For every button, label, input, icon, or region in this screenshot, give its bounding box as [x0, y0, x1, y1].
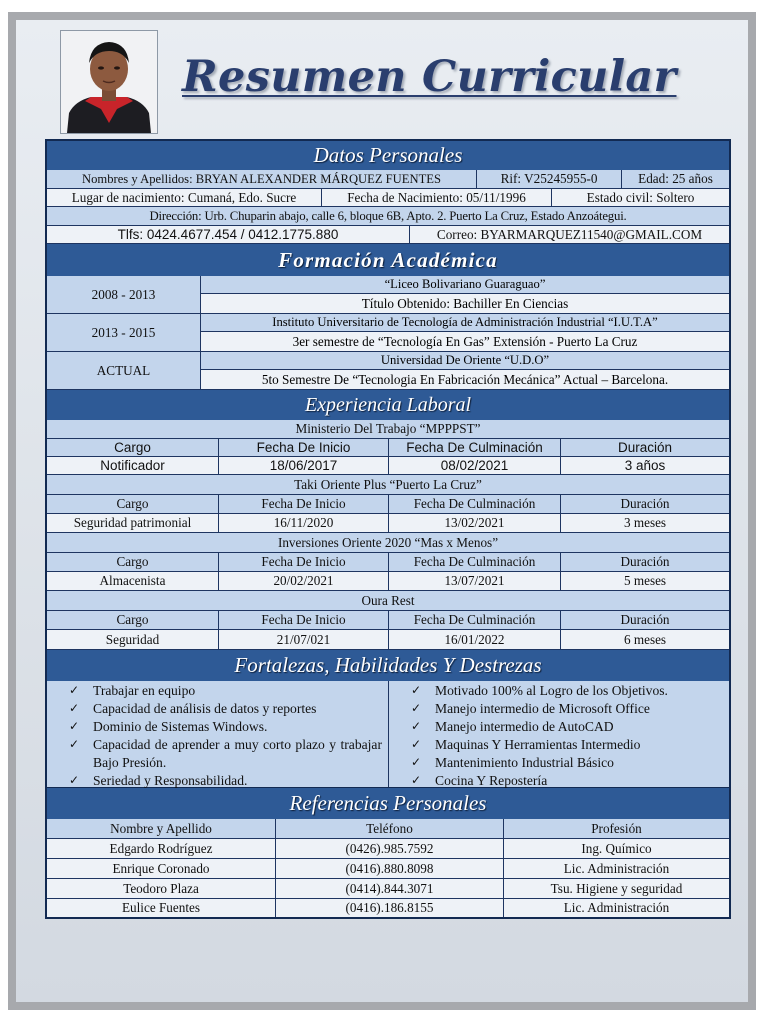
resume-body — [45, 139, 731, 919]
skill-item: ✓ Motivado 100% al Logro de los Objetivos. — [411, 682, 723, 700]
education-period: ACTUAL — [47, 352, 201, 390]
job-inicio: 16/11/2020 — [219, 514, 389, 533]
job-company-row — [47, 533, 729, 553]
skill-item: ✓ Capacidad de aprender a muy corto plazo y trabajar Bajo Presión. — [69, 736, 382, 772]
reference-row — [47, 899, 729, 917]
reference-profession: Tsu. Higiene y seguridad — [504, 879, 729, 899]
reference-phone: (0414).844.3071 — [276, 879, 504, 899]
job-data-row — [47, 630, 729, 650]
job-fin: 13/02/2021 — [389, 514, 561, 533]
job-cargo: Almacenista — [47, 572, 219, 591]
education-detail — [201, 276, 729, 314]
personal-row-2 — [47, 189, 729, 207]
section-header-education: Formación Académica — [47, 244, 729, 277]
skills-right-column — [389, 681, 729, 787]
personal-email: Correo: BYARMARQUEZ11540@GMAIL.COM — [410, 226, 729, 244]
skill-item: ✓ Maquinas Y Herramientas Intermedio — [411, 736, 723, 754]
job-inicio: 20/02/2021 — [219, 572, 389, 591]
job-header-fin: Fecha De Culminación — [389, 553, 561, 572]
education-row — [47, 314, 729, 352]
section-header-references: Referencias Personales — [47, 788, 729, 820]
education-detail — [201, 352, 729, 390]
job-inicio: 21/07/021 — [219, 630, 389, 650]
job-header-inicio: Fecha De Inicio — [219, 439, 389, 457]
job-header-row — [47, 439, 729, 457]
job-data-row — [47, 572, 729, 591]
job-fin: 13/07/2021 — [389, 572, 561, 591]
job-header-cargo: Cargo — [47, 495, 219, 514]
skill-item: ✓ Manejo intermedio de AutoCAD — [411, 718, 723, 736]
reference-row — [47, 859, 729, 879]
job-header-duracion: Duración — [561, 553, 729, 572]
reference-profession: Lic. Administración — [504, 899, 729, 917]
job-header-cargo: Cargo — [47, 553, 219, 572]
personal-birthdate: Fecha de Nacimiento: 05/11/1996 — [322, 189, 552, 207]
skills-table — [47, 681, 729, 788]
reference-phone: (0416).880.8098 — [276, 859, 504, 879]
skill-item: ✓ Trabajar en equipo — [69, 682, 382, 700]
personal-row-4 — [47, 226, 729, 244]
job-company: Taki Oriente Plus “Puerto La Cruz” — [47, 475, 729, 495]
reference-row — [47, 839, 729, 859]
reference-profession: Ing. Químico — [504, 839, 729, 859]
education-institution: “Liceo Bolivariano Guaraguao” — [201, 276, 729, 294]
job-header-cargo: Cargo — [47, 611, 219, 630]
job-company-row — [47, 475, 729, 495]
job-header-fin: Fecha De Culminación — [389, 611, 561, 630]
education-institution: Universidad De Oriente “U.D.O” — [201, 352, 729, 370]
education-degree: 5to Semestre De “Tecnologia En Fabricación Mecánica” Actual – Barcelona. — [201, 370, 729, 390]
skill-item: ✓ Manejo intermedio de Microsoft Office — [411, 700, 723, 718]
job-company: Oura Rest — [47, 591, 729, 611]
reference-phone: (0416).186.8155 — [276, 899, 504, 917]
reference-phone: (0426).985.7592 — [276, 839, 504, 859]
job-cargo: Notificador — [47, 457, 219, 475]
job-header-row — [47, 553, 729, 572]
job-cargo: Seguridad patrimonial — [47, 514, 219, 533]
education-row — [47, 276, 729, 314]
job-company: Ministerio Del Trabajo “MPPPST” — [47, 420, 729, 439]
personal-name: Nombres y Apellidos: BRYAN ALEXANDER MÁRQUEZ FUENTES — [47, 170, 477, 189]
job-duracion: 6 meses — [561, 630, 729, 650]
education-period: 2008 - 2013 — [47, 276, 201, 314]
job-header-inicio: Fecha De Inicio — [219, 553, 389, 572]
job-fin: 16/01/2022 — [389, 630, 561, 650]
skill-item: ✓ Dominio de Sistemas Windows. — [69, 718, 382, 736]
reference-name: Edgardo Rodríguez — [47, 839, 276, 859]
references-header-profesion: Profesión — [504, 819, 729, 839]
skill-item: ✓ Cocina Y Repostería — [411, 772, 723, 790]
personal-birthplace: Lugar de nacimiento: Cumaná, Edo. Sucre — [47, 189, 322, 207]
personal-row-1 — [47, 170, 729, 189]
job-header-duracion: Duración — [561, 611, 729, 630]
reference-name: Enrique Coronado — [47, 859, 276, 879]
education-detail — [201, 314, 729, 352]
job-header-fin: Fecha De Culminación — [389, 495, 561, 514]
job-data-row — [47, 514, 729, 533]
job-header-cargo: Cargo — [47, 439, 219, 457]
references-header-telefono: Teléfono — [276, 819, 504, 839]
section-header-experience: Experiencia Laboral — [47, 390, 729, 421]
education-row — [47, 352, 729, 390]
reference-name: Teodoro Plaza — [47, 879, 276, 899]
skills-left-column — [47, 681, 389, 787]
personal-age: Edad: 25 años — [622, 170, 729, 189]
personal-civil-status: Estado civil: Soltero — [552, 189, 729, 207]
reference-profession: Lic. Administración — [504, 859, 729, 879]
job-header-duracion: Duración — [561, 439, 729, 457]
personal-address: Dirección: Urb. Chuparin abajo, calle 6, bloque 6B, Apto. 2. Puerto La Cruz, Estado Anzoátegui. — [47, 207, 729, 226]
personal-phones: Tlfs: 0424.4677.454 / 0412.1775.880 — [47, 226, 410, 244]
references-header-nombre: Nombre y Apellido — [47, 819, 276, 839]
education-degree: 3er semestre de “Tecnología En Gas” Extensión - Puerto La Cruz — [201, 332, 729, 352]
profile-photo — [60, 30, 158, 134]
job-header-inicio: Fecha De Inicio — [219, 495, 389, 514]
job-header-duracion: Duración — [561, 495, 729, 514]
skill-item: ✓ Capacidad de análisis de datos y reportes — [69, 700, 382, 718]
references-header-row — [47, 819, 729, 839]
job-company-row — [47, 420, 729, 439]
education-institution: Instituto Universitario de Tecnología de Administración Industrial “I.U.T.A” — [201, 314, 729, 332]
personal-rif: Rif: V25245955-0 — [477, 170, 622, 189]
section-header-personal: Datos Personales — [47, 141, 729, 171]
job-inicio: 18/06/2017 — [219, 457, 389, 475]
section-header-skills: Fortalezas, Habilidades Y Destrezas — [47, 650, 729, 682]
job-duracion: 3 meses — [561, 514, 729, 533]
skill-item: ✓ Mantenimiento Industrial Básico — [411, 754, 723, 772]
job-data-row — [47, 457, 729, 475]
job-header-row — [47, 611, 729, 630]
personal-row-3 — [47, 207, 729, 226]
job-company-row — [47, 591, 729, 611]
job-duracion: 3 años — [561, 457, 729, 475]
job-cargo: Seguridad — [47, 630, 219, 650]
job-header-fin: Fecha De Culminación — [389, 439, 561, 457]
job-duracion: 5 meses — [561, 572, 729, 591]
education-period: 2013 - 2015 — [47, 314, 201, 352]
page-title: Resumen Curricular — [182, 52, 677, 102]
job-header-row — [47, 495, 729, 514]
reference-row — [47, 879, 729, 899]
job-fin: 08/02/2021 — [389, 457, 561, 475]
education-degree: Título Obtenido: Bachiller En Ciencias — [201, 294, 729, 314]
job-header-inicio: Fecha De Inicio — [219, 611, 389, 630]
job-company: Inversiones Oriente 2020 “Mas x Menos” — [47, 533, 729, 553]
skill-item: ✓ Seriedad y Responsabilidad. — [69, 772, 382, 790]
reference-name: Eulice Fuentes — [47, 899, 276, 917]
